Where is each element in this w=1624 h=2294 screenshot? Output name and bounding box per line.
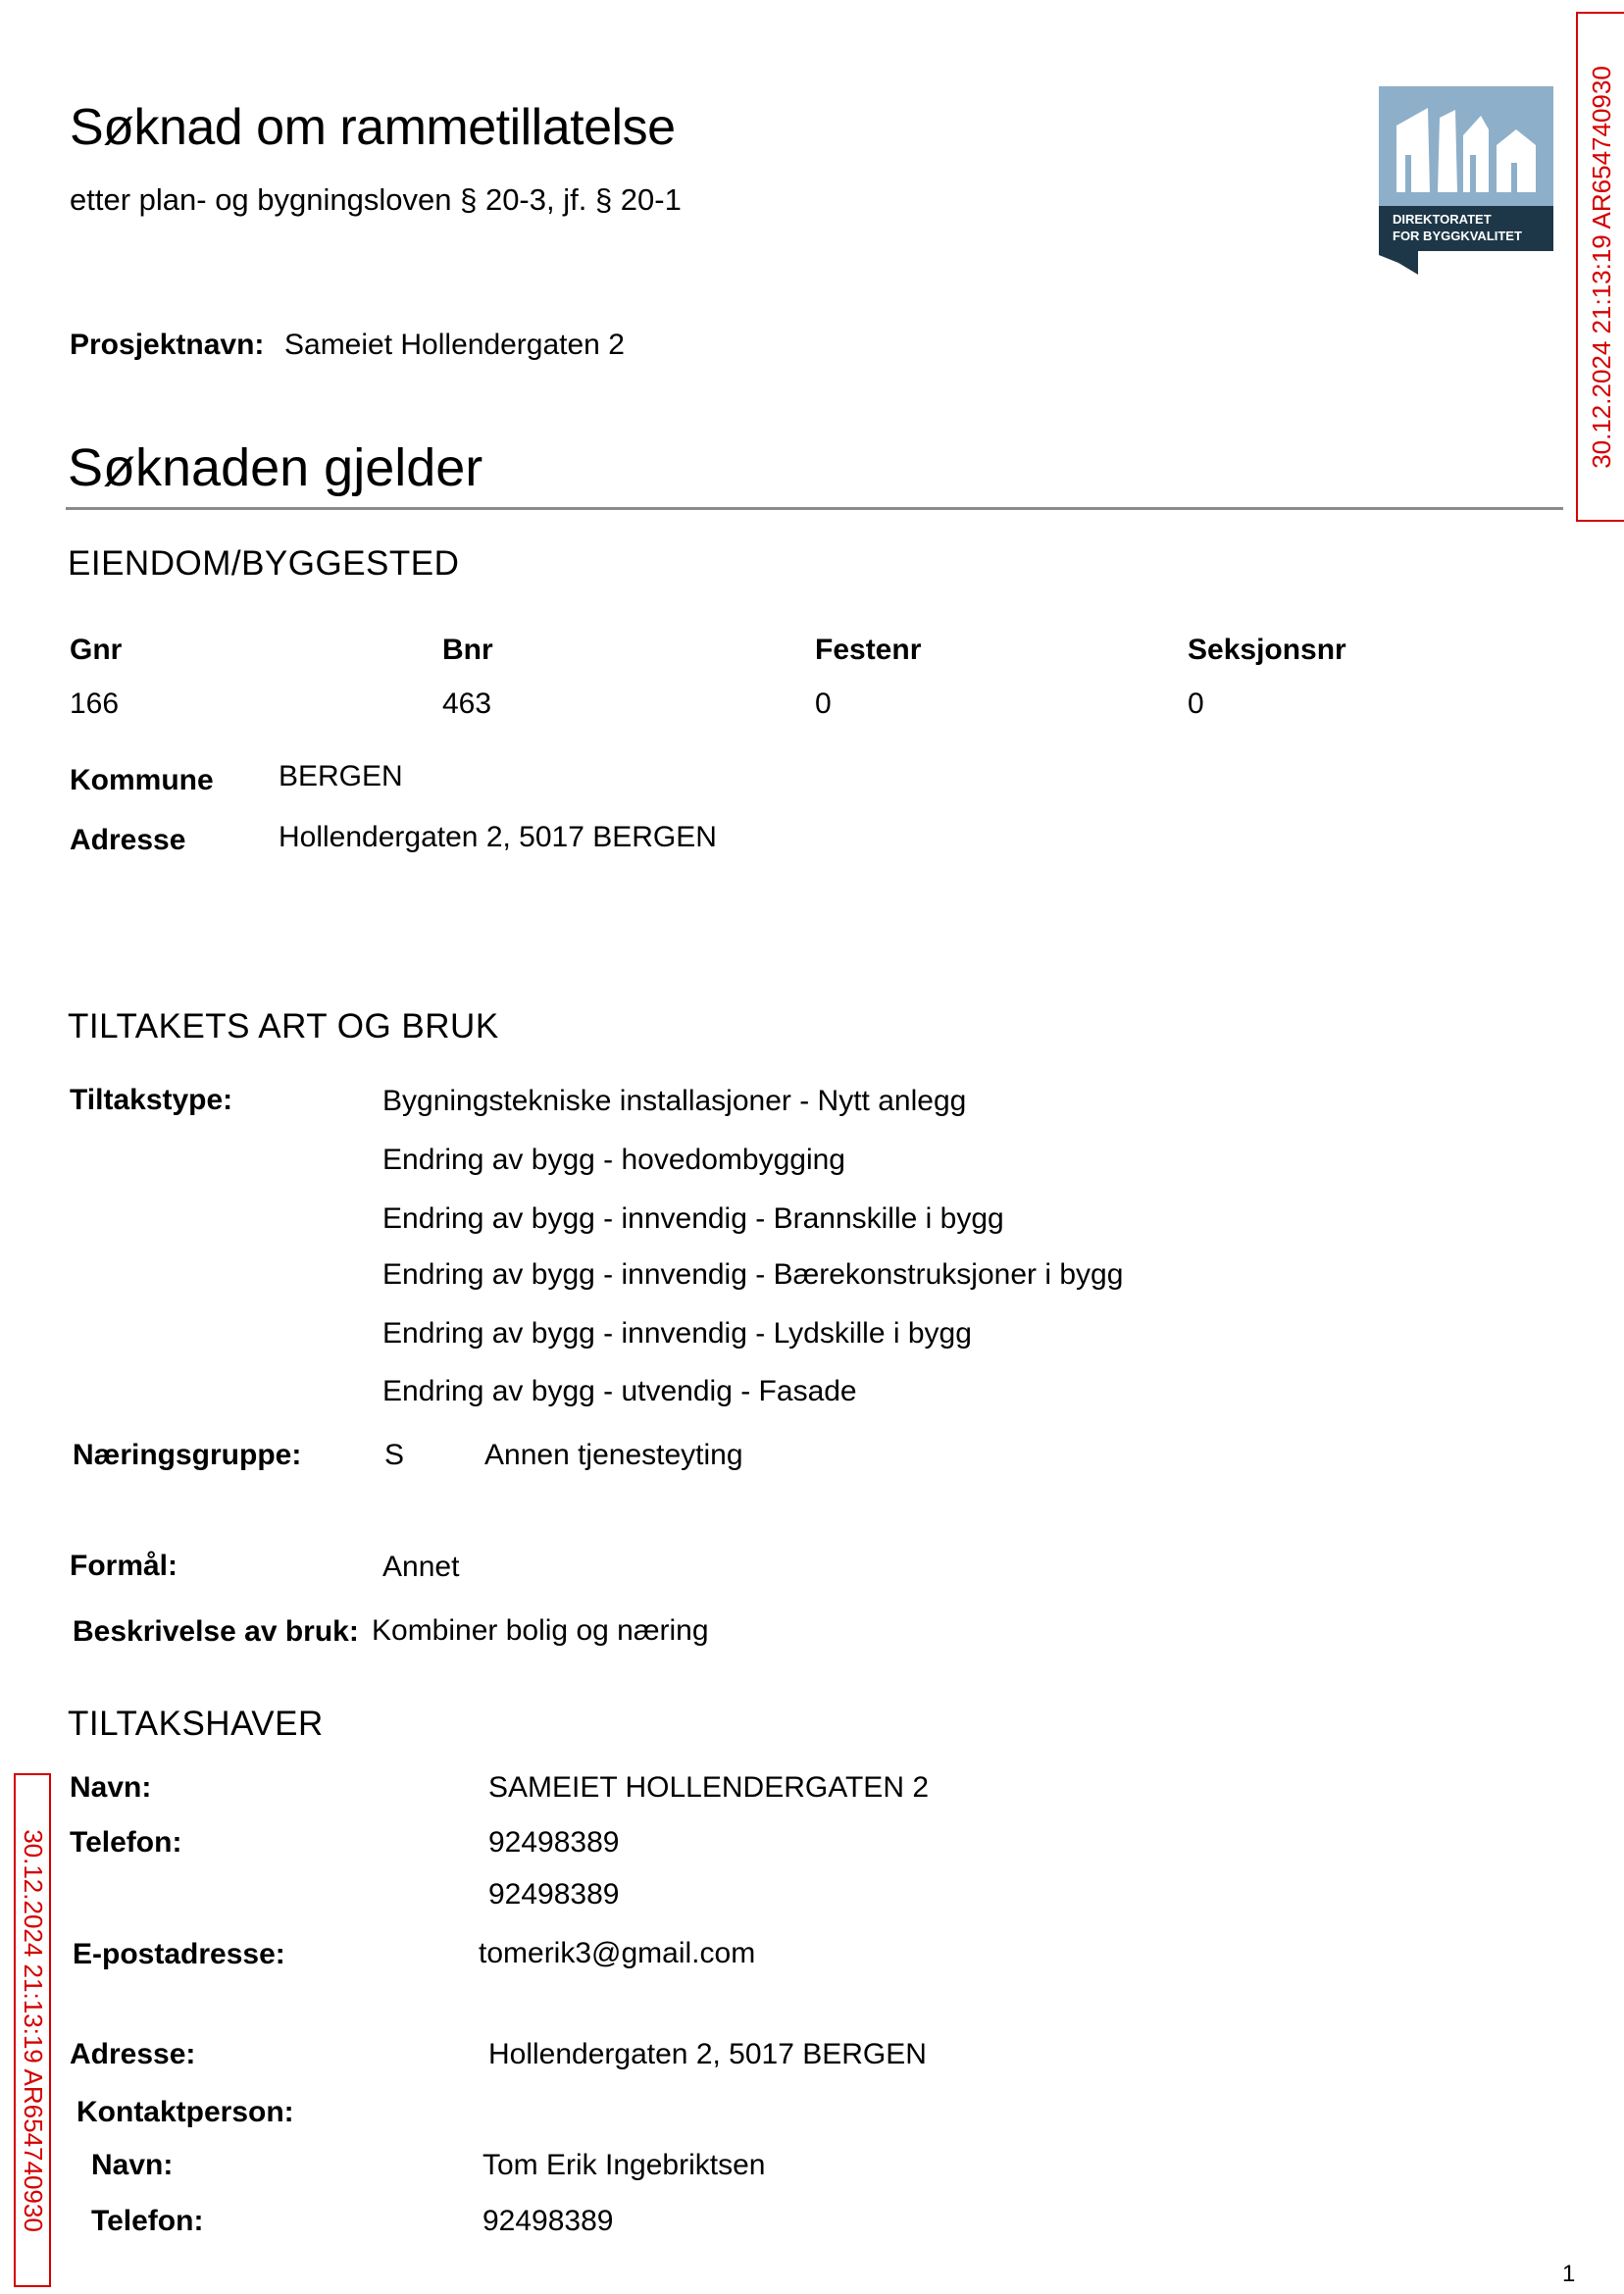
- tiltakshaver-navn-value: SAMEIET HOLLENDERGATEN 2: [488, 1771, 930, 1804]
- tiltakstype-item: Bygningstekniske installasjoner - Nytt anlegg: [382, 1085, 967, 1117]
- formal-label: Formål:: [70, 1550, 178, 1582]
- logo-text-line1: DIREKTORATET: [1393, 212, 1492, 227]
- bruk-label: Beskrivelse av bruk:: [73, 1615, 359, 1648]
- page-number: 1: [1562, 2261, 1576, 2287]
- tiltakstype-item: Endring av bygg - innvendig - Bærekonstruksjoner i bygg: [382, 1258, 1124, 1291]
- property-heading: EIENDOM/BYGGESTED: [68, 544, 460, 583]
- tiltakshaver-telefon-value: 92498389: [488, 1826, 620, 1859]
- festenr-value: 0: [815, 688, 832, 720]
- project-name-label: Prosjektnavn:: [70, 329, 265, 361]
- timestamp-stamp-left: [14, 1773, 51, 2287]
- kontakt-navn-label: Navn:: [91, 2149, 174, 2181]
- stamp-text-top: 30.12.2024 21:13:19 AR654740930: [1586, 65, 1616, 469]
- page-title: Søknad om rammetillatelse: [70, 99, 676, 156]
- tiltakstype-item: Endring av bygg - hovedombygging: [382, 1144, 845, 1176]
- section-divider: [66, 507, 1563, 510]
- stamp-text-left: 30.12.2024 21:13:19 AR654740930: [18, 1828, 48, 2232]
- page-subtitle: etter plan- og bygningsloven § 20-3, jf. § 20-1: [70, 182, 682, 217]
- building-logo-icon: [1379, 86, 1553, 275]
- kontaktperson-label: Kontaktperson:: [76, 2096, 294, 2128]
- bnr-value: 463: [442, 688, 492, 720]
- epost-value: tomerik3@gmail.com: [479, 1937, 756, 1969]
- naeringsgruppe-value: Annen tjenesteyting: [484, 1439, 743, 1471]
- dibk-logo: [1379, 86, 1553, 275]
- tiltakstype-item: Endring av bygg - utvendig - Fasade: [382, 1375, 857, 1407]
- kontakt-telefon-label: Telefon:: [91, 2205, 204, 2237]
- tiltakshaver-adresse-value: Hollendergaten 2, 5017 BERGEN: [488, 2038, 927, 2070]
- kontakt-navn-value: Tom Erik Ingebriktsen: [482, 2149, 766, 2181]
- seksjonsnr-label: Seksjonsnr: [1188, 634, 1346, 666]
- epost-label: E-postadresse:: [73, 1938, 285, 1970]
- kontakt-telefon-value: 92498389: [482, 2205, 614, 2237]
- tiltakshaver-heading: TILTAKSHAVER: [68, 1705, 324, 1743]
- naeringsgruppe-label: Næringsgruppe:: [73, 1439, 302, 1471]
- tiltakstype-item: Endring av bygg - innvendig - Brannskille i bygg: [382, 1202, 1004, 1235]
- gnr-value: 166: [70, 688, 120, 720]
- section-title: Søknaden gjelder: [68, 438, 483, 497]
- formal-value: Annet: [382, 1551, 460, 1583]
- gnr-label: Gnr: [70, 634, 123, 666]
- adresse-label: Adresse: [70, 824, 186, 856]
- project-name-value: Sameiet Hollendergaten 2: [284, 329, 625, 361]
- tiltakshaver-navn-label: Navn:: [70, 1771, 152, 1804]
- tiltak-heading: TILTAKETS ART OG BRUK: [68, 1007, 499, 1045]
- festenr-label: Festenr: [815, 634, 922, 666]
- bnr-label: Bnr: [442, 634, 493, 666]
- tiltakstype-label: Tiltakstype:: [70, 1084, 233, 1116]
- kommune-value: BERGEN: [279, 760, 403, 792]
- kommune-label: Kommune: [70, 764, 214, 796]
- logo-text-line2: FOR BYGGKVALITET: [1393, 229, 1522, 243]
- tiltakshaver-telefon-value-2: 92498389: [488, 1878, 620, 1911]
- tiltakstype-item: Endring av bygg - innvendig - Lydskille i bygg: [382, 1317, 972, 1350]
- timestamp-stamp-top: [1576, 12, 1624, 522]
- tiltakshaver-adresse-label: Adresse:: [70, 2038, 196, 2070]
- bruk-value: Kombiner bolig og næring: [372, 1614, 709, 1647]
- seksjonsnr-value: 0: [1188, 688, 1204, 720]
- adresse-value: Hollendergaten 2, 5017 BERGEN: [279, 821, 717, 853]
- naeringsgruppe-code: S: [384, 1439, 405, 1471]
- tiltakshaver-telefon-label: Telefon:: [70, 1826, 182, 1859]
